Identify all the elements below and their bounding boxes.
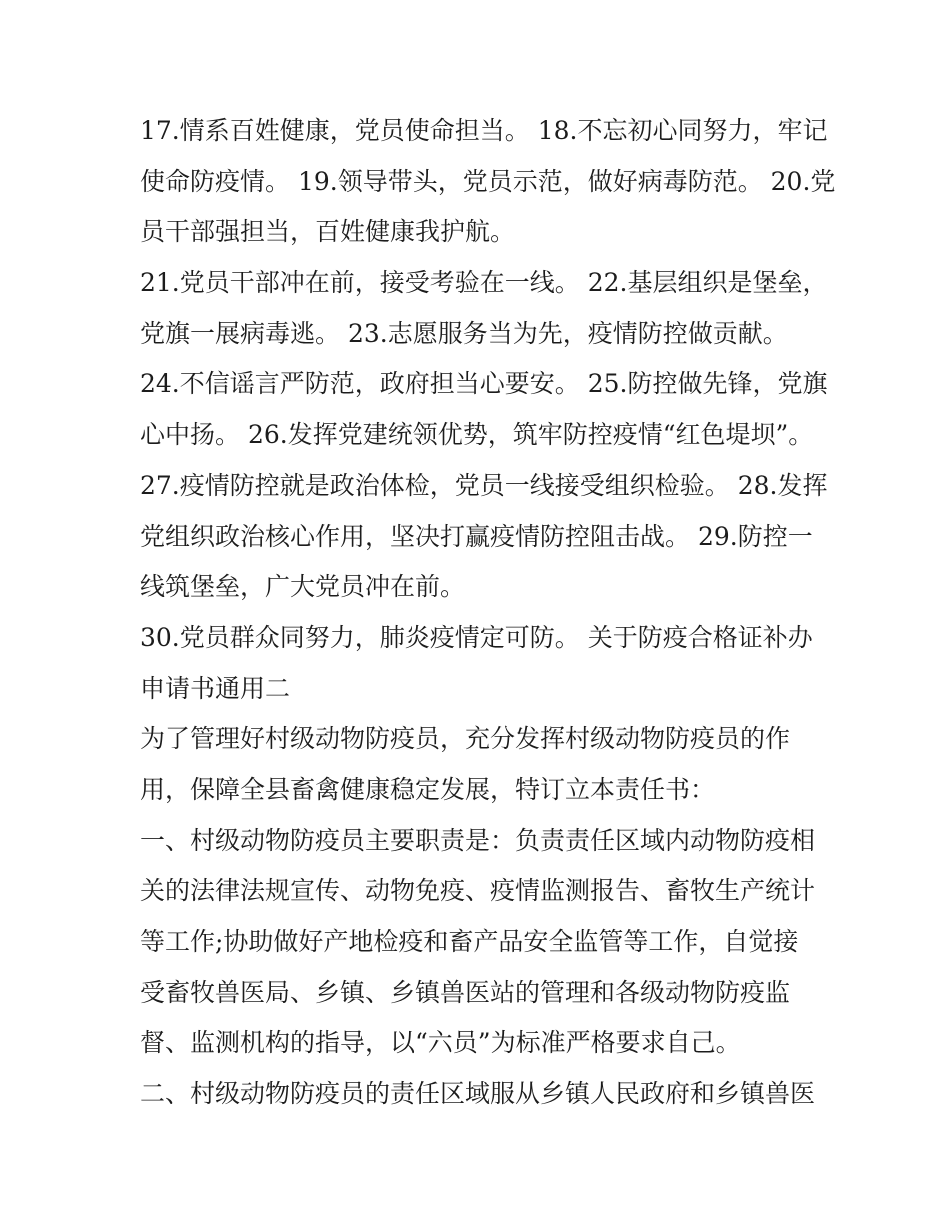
- text-line: 一、村级动物防疫员主要职责是：负责责任区域内动物防疫相: [140, 825, 816, 855]
- text-line: 线筑堡垒，广大党员冲在前。: [140, 572, 466, 602]
- text-line: 用，保障全县畜禽健康稳定发展，特订立本责任书：: [140, 774, 716, 804]
- text-line: 为了管理好村级动物防疫员，充分发挥村级动物防疫员的作: [140, 724, 791, 754]
- text-line: 关的法律法规宣传、动物免疫、疫情监测报告、畜牧生产统计: [140, 876, 816, 906]
- text-line: 受畜牧兽医局、乡镇、乡镇兽医站的管理和各级动物防疫监: [140, 977, 791, 1007]
- text-line: 27.疫情防控就是政治体检，党员一线接受组织检验。 28.发挥: [140, 470, 828, 500]
- text-line: 员干部强担当，百姓健康我护航。: [140, 217, 516, 247]
- text-line: 心中扬。 26.发挥党建统领优势，筑牢防控疫情“红色堤坝”。: [140, 420, 814, 450]
- document-body: [140, 106, 836, 1120]
- text-line: 等工作;协助做好产地检疫和畜产品安全监管等工作，自觉接: [140, 927, 799, 956]
- text-line: 党组织政治核心作用，坚决打赢疫情防控阻击战。 29.防控一: [140, 521, 813, 551]
- text-line: 使命防疫情。 19.领导带头，党员示范，做好病毒防范。 20.党: [140, 166, 836, 196]
- text-line: 30.党员群众同努力，肺炎疫情定可防。 关于防疫合格证补办: [140, 622, 813, 652]
- text-line: 二、村级动物防疫员的责任区域服从乡镇人民政府和乡镇兽医: [140, 1079, 816, 1109]
- text-line: 17.情系百姓健康，党员使命担当。 18.不忘初心同努力，牢记: [140, 116, 828, 145]
- text-line: 党旗一展病毒逃。 23.志愿服务当为先，疫情防控做贡献。: [140, 318, 788, 348]
- text-line: 督、监测机构的指导，以“六员”为标准严格要求自己。: [140, 1028, 741, 1058]
- text-line: 24.不信谣言严防范，政府担当心要安。 25.防控做先锋，党旗: [140, 369, 828, 399]
- text-line: 申请书通用二: [140, 673, 291, 703]
- text-line: 21.党员干部冲在前，接受考验在一线。 22.基层组织是堡垒，: [140, 268, 828, 298]
